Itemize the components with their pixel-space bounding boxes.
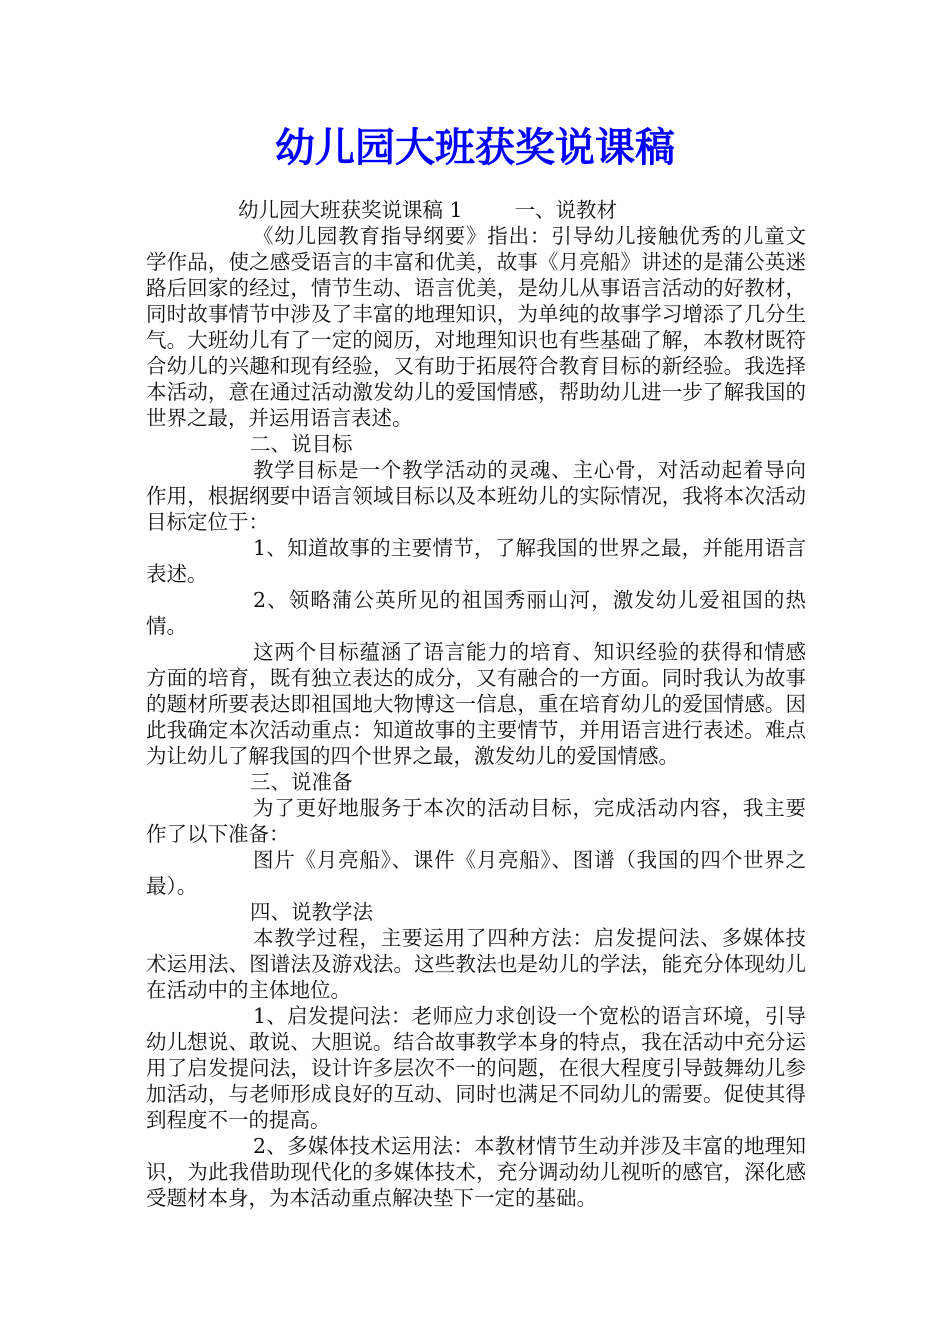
paragraph-preparation-intro: 为了更好地服务于本次的活动目标，完成活动内容，我主要作了以下准备： <box>146 796 806 846</box>
document-subtitle: 幼儿园大班获奖说课稿 1 <box>238 198 463 222</box>
method-item-2: 2、多媒体技术运用法：本教材情节生动并涉及丰富的地理知识，为此我借助现代化的多媒体技术，充分调动幼儿视听的感官，深化感受题材本身，为本活动重点解决垫下一定的基础。 <box>146 1134 806 1210</box>
paragraph-preparation-materials: 图片《月亮船》、课件《月亮船》、图谱（我国的四个世界之最）。 <box>146 848 806 898</box>
goal-item-2: 2、领略蒲公英所见的祖国秀丽山河，激发幼儿爱祖国的热情。 <box>146 588 806 638</box>
goal-item-1: 1、知道故事的主要情节，了解我国的世界之最，并能用语言表述。 <box>146 536 806 586</box>
page-title: 幼儿园大班获奖说课稿 <box>275 125 675 171</box>
document-body <box>146 197 806 1211</box>
subtitle-line <box>146 197 806 223</box>
section-heading-methods: 四、说教学法 <box>250 900 373 924</box>
paragraph-goals-analysis: 这两个目标蕴涵了语言能力的培育、知识经验的获得和情感方面的培育，既有独立表达的成分，又有融合的一方面。同时我认为故事的题材所要表达即祖国地大物博这一信息，重在培育幼儿的爱国情感。因此我确定本次活动重点：知道故事的主要情节，并用语言进行表述。难点为让幼儿了解我国的四个世界之最，激发幼儿的爱国情感。 <box>146 640 806 768</box>
section-heading-goals: 二、说目标 <box>250 432 353 456</box>
section-heading-preparation: 三、说准备 <box>250 770 353 794</box>
paragraph-methods-intro: 本教学过程，主要运用了四种方法：启发提问法、多媒体技术运用法、图谱法及游戏法。这些教法也是幼儿的学法，能充分体现幼儿在活动中的主体地位。 <box>146 926 806 1002</box>
section-heading-textbook: 一、说教材 <box>514 198 618 222</box>
paragraph-textbook-intro: 《幼儿园教育指导纲要》指出：引导幼儿接触优秀的儿童文学作品，使之感受语言的丰富和优美，故事《月亮船》讲述的是蒲公英迷路后回家的经过，情节生动、语言优美，是幼儿从事语言活动的好教材，同时故事情节中涉及了丰富的地理知识，为单纯的故事学习增添了几分生气。大班幼儿有了一定的阅历，对地理知识也有些基础了解，本教材既符合幼儿的兴趣和现有经验，又有助于拓展符合教育目标的新经验。我选择本活动，意在通过活动激发幼儿的爱国情感，帮助幼儿进一步了解我国的世界之最，并运用语言表述。 <box>146 224 806 430</box>
paragraph-goals-intro: 教学目标是一个教学活动的灵魂、主心骨，对活动起着导向作用，根据纲要中语言领域目标以及本班幼儿的实际情况，我将本次活动目标定位于： <box>146 458 806 534</box>
method-item-1: 1、启发提问法：老师应力求创设一个宽松的语言环境，引导幼儿想说、敢说、大胆说。结合故事教学本身的特点，我在活动中充分运用了启发提问法，设计许多层次不一的问题，在很大程度引导鼓舞幼儿参加活动，与老师形成良好的互动、同时也满足不同幼儿的需要。促使其得到程度不一的提高。 <box>146 1004 806 1132</box>
